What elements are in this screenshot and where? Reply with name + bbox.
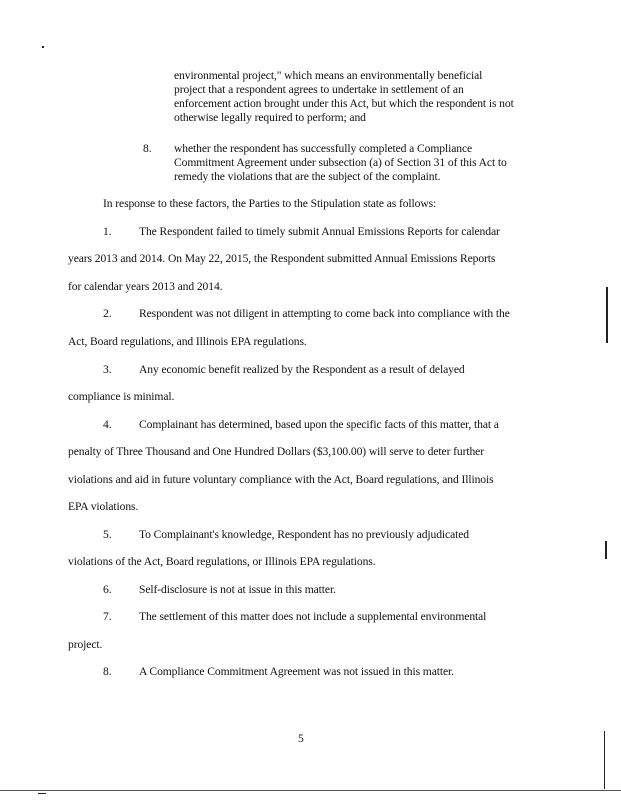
item-4-line-3: violations and aid in future voluntary compliance with the Act, Board regulations, and Illinois [68,473,494,486]
item-3-number: 3. [103,363,112,376]
item-3-line-1: Any economic benefit realized by the Respondent as a result of delayed [139,363,465,376]
item-4-line-1: Complainant has determined, based upon the specific facts of this matter, that a [139,418,499,431]
item-6-number: 6. [103,583,112,596]
intro-sentence: In response to these factors, the Parties to the Stipulation state as follows: [103,197,437,210]
item-5-line-1: To Complainant's knowledge, Respondent has no previously adjudicated [139,528,469,541]
item-5-line-2: violations of the Act, Board regulations, or Illinois EPA regulations. [68,555,376,568]
scan-margin-tick [605,541,607,559]
item-8-line-1: A Compliance Commitment Agreement was not issued in this matter. [139,665,454,678]
scan-bottom-edge [0,790,621,791]
item-5-number: 5. [103,528,112,541]
item-3-line-2: compliance is minimal. [68,390,175,403]
subsection-8-line-3: remedy the violations that are the subject of the complaint. [174,170,441,183]
item-1-number: 1. [103,225,112,238]
scan-margin-line [606,287,608,343]
item-1-line-1: The Respondent failed to timely submit Annual Emissions Reports for calendar [139,225,500,238]
subsection-8-number: 8. [143,142,152,155]
item-4-line-2: penalty of Three Thousand and One Hundred Dollars ($3,100.00) will serve to deter further [68,445,484,458]
item-7-line-2: project. [68,638,103,651]
subsection-7-line-4: otherwise legally required to perform; and [174,111,366,124]
subsection-7-line-2: project that a respondent agrees to undertake in settlement of an [174,83,464,96]
subsection-7-line-3: enforcement action brought under this Act, but which the respondent is not [174,97,514,110]
item-2-line-2: Act, Board regulations, and Illinois EPA regulations. [68,335,307,348]
item-1-line-2: years 2013 and 2014. On May 22, 2015, the Respondent submitted Annual Emissions Reports [68,252,496,265]
subsection-8-line-1: whether the respondent has successfully completed a Compliance [174,142,473,155]
item-1-line-3: for calendar years 2013 and 2014. [68,280,223,293]
subsection-7-line-1: environmental project," which means an environmentally beneficial [174,69,483,82]
item-8-number: 8. [103,665,112,678]
scan-dot [42,46,44,48]
item-4-line-4: EPA violations. [68,500,139,513]
scan-bottom-dash [38,793,46,794]
item-2-number: 2. [103,307,112,320]
scan-margin-line-lower [604,731,605,789]
item-6-line-1: Self-disclosure is not at issue in this matter. [139,583,336,596]
item-7-line-1: The settlement of this matter does not include a supplemental environmental [139,610,487,623]
item-7-number: 7. [103,610,112,623]
subsection-8-line-2: Commitment Agreement under subsection (a) of Section 31 of this Act to [174,156,507,169]
item-4-number: 4. [103,418,112,431]
page-number: 5 [298,732,304,745]
item-2-line-1: Respondent was not diligent in attempting to come back into compliance with the [139,307,510,320]
